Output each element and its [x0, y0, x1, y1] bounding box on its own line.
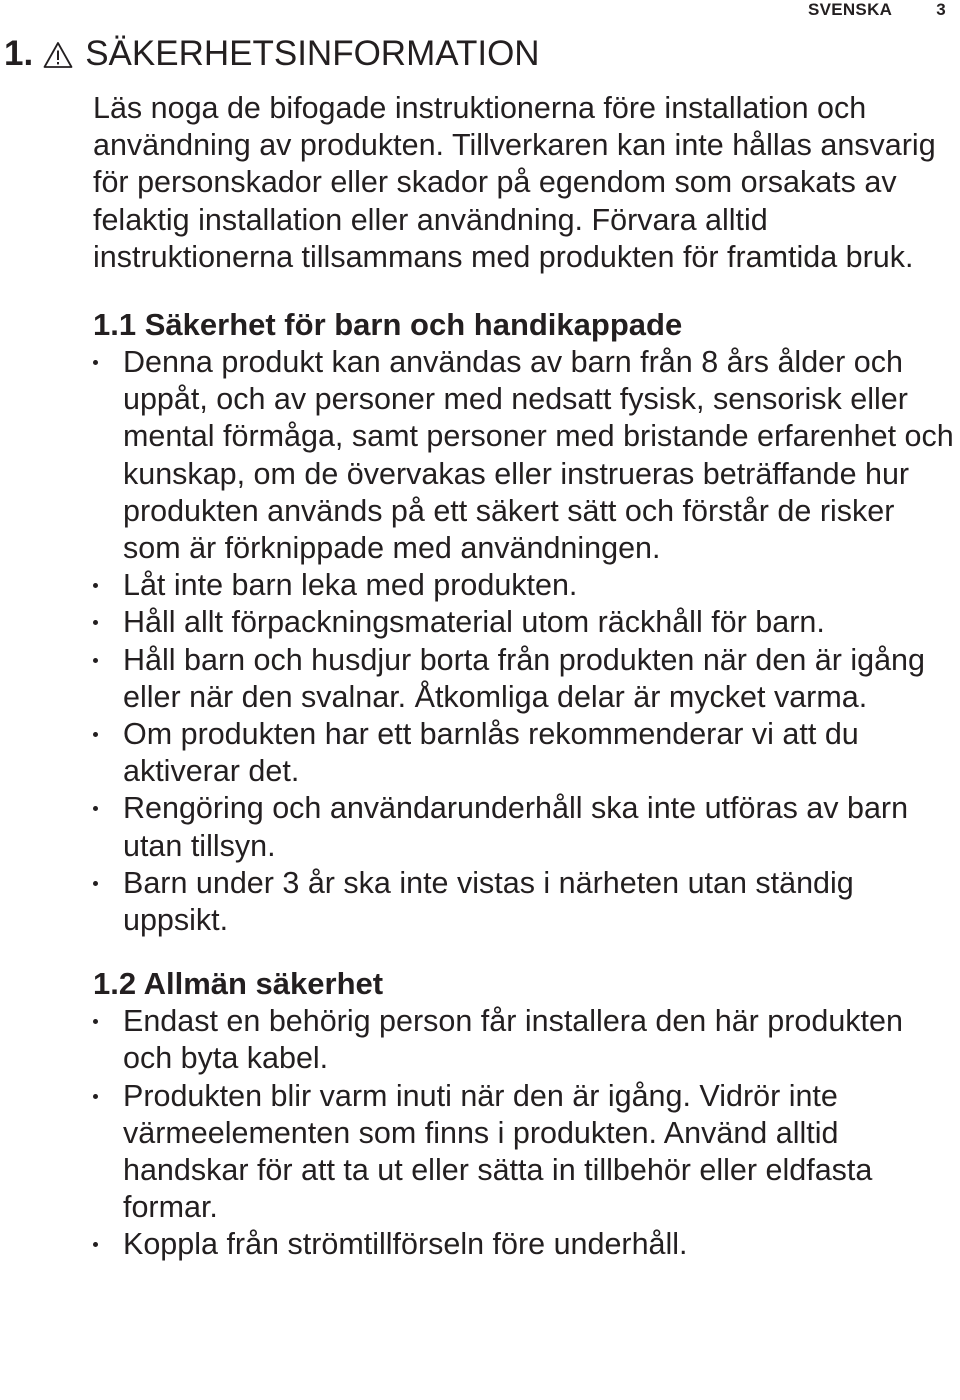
section-number: 1.2	[93, 966, 137, 1002]
chapter-number: 1.	[4, 34, 34, 73]
list-item: Denna produkt kan användas av barn från 8 års ålder och uppåt, och av personer med nedsatt fysisk, sensorisk eller mental förmåga, samt personer med bristande erfarenhet och kunskap, om de övervakas eller instrueras beträffande hur produkten används på ett säkert sätt och förstår de risker som är förknippade med användningen.	[93, 344, 955, 567]
section-title: Allmän säkerhet	[143, 966, 384, 1002]
section-heading-1-1	[93, 306, 955, 344]
document-body	[93, 90, 955, 1264]
list-item: Produkten blir varm inuti när den är igång. Vidrör inte värmeelementen som finns i produkten. Använd alltid handskar för att ta ut eller sätta in tillbehör eller eldfasta formar.	[93, 1078, 955, 1227]
section-title: Säkerhet för barn och handikappade	[144, 307, 683, 343]
list-item: Håll allt förpackningsmaterial utom räckhåll för barn.	[93, 604, 955, 641]
section-number: 1.1	[93, 307, 137, 343]
list-item: Håll barn och husdjur borta från produkten när den är igång eller när den svalnar. Åtkomliga delar är mycket varma.	[93, 642, 955, 716]
bullet-list-general-safety	[93, 1003, 955, 1263]
list-item: Barn under 3 år ska inte vistas i närheten utan ständig uppsikt.	[93, 865, 955, 939]
list-item: Om produkten har ett barnlås rekommenderar vi att du aktiverar det.	[93, 716, 955, 790]
section-heading-1-2	[93, 965, 955, 1003]
intro-paragraph: Läs noga de bifogade instruktionerna före installation och användning av produkten. Tillverkaren kan inte hållas ansvarig för personskador eller skador på egendom som orsakats av felaktig installation eller användning. Förvara alltid instruktionerna tillsammans med produkten för framtida bruk.	[93, 91, 936, 274]
list-item: Rengöring och användarunderhåll ska inte utföras av barn utan tillsyn.	[93, 790, 955, 864]
chapter-heading-text: SÄKERHETSINFORMATION	[85, 34, 540, 73]
warning-triangle-icon	[43, 41, 73, 69]
list-item: Endast en behörig person får installera den här produkten och byta kabel.	[93, 1003, 955, 1077]
chapter-title	[4, 34, 540, 74]
bullet-list-child-safety	[93, 344, 955, 939]
page-header	[808, 0, 946, 20]
language-label: SVENSKA	[807, 0, 893, 19]
list-item: Koppla från strömtillförseln före underhåll.	[93, 1226, 955, 1263]
page-number: 3	[936, 0, 946, 19]
list-item: Låt inte barn leka med produkten.	[93, 567, 955, 604]
